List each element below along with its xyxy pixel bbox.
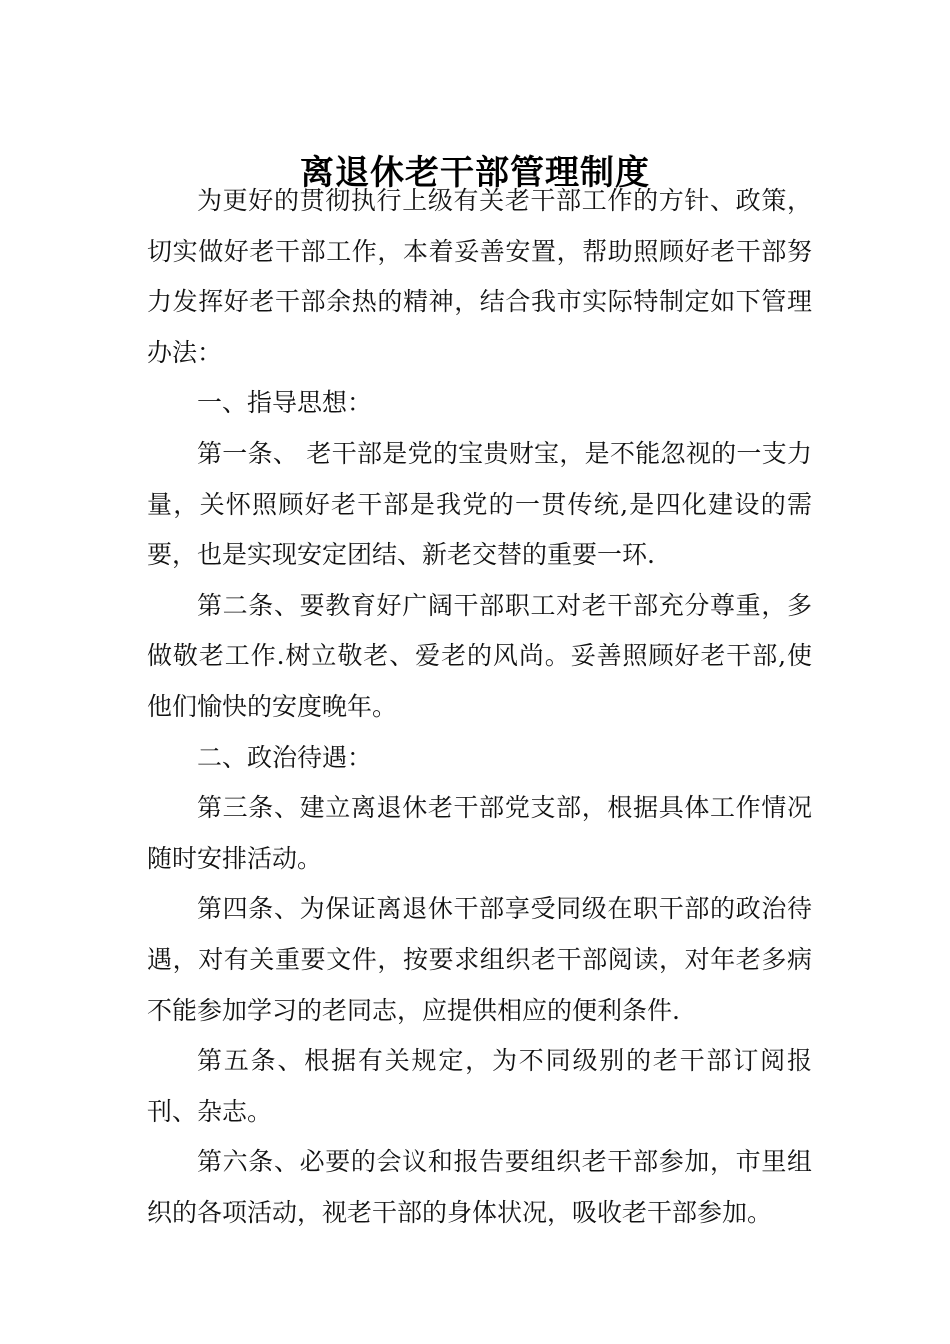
document-title: 离退休老干部管理制度 <box>300 152 650 193</box>
section-heading-political-treatment: 二、政治待遇： <box>197 742 373 772</box>
section-heading-guiding-thought: 一、指导思想： <box>197 388 373 418</box>
article-3: 第三条、建立离退休老干部党支部，根据具体工作情况随时安排活动。 <box>147 793 812 873</box>
paragraph-intro: 为更好的贯彻执行上级有关老干部工作的方针、政策，切实做好老干部工作，本着妥善安置，帮助照顾好老干部努力发挥好老干部余热的精神，结合我市实际特制定如下管理办法： <box>147 186 812 367</box>
article-6: 第六条、必要的会议和报告要组织老干部参加，市里组织的各项活动，视老干部的身体状况，吸收老干部参加。 <box>147 1147 812 1227</box>
article-4: 第四条、为保证离退休干部享受同级在职干部的政治待遇，对有关重要文件，按要求组织老干部阅读，对年老多病不能参加学习的老同志，应提供相应的便利条件. <box>147 894 812 1025</box>
article-1: 第一条、 老干部是党的宝贵财宝，是不能忽视的一支力量，关怀照顾好老干部是我党的一贯传统,是四化建设的需要，也是实现安定团结、新老交替的重要一环. <box>147 438 812 570</box>
article-2: 第二条、要教育好广阔干部职工对老干部充分尊重，多做敬老工作.树立敬老、爱老的风尚。妥善照顾好老干部,使他们愉快的安度晚年。 <box>147 590 812 721</box>
article-5: 第五条、根据有关规定，为不同级别的老干部订阅报刊、杂志。 <box>147 1046 812 1126</box>
document-body <box>147 176 812 1238</box>
